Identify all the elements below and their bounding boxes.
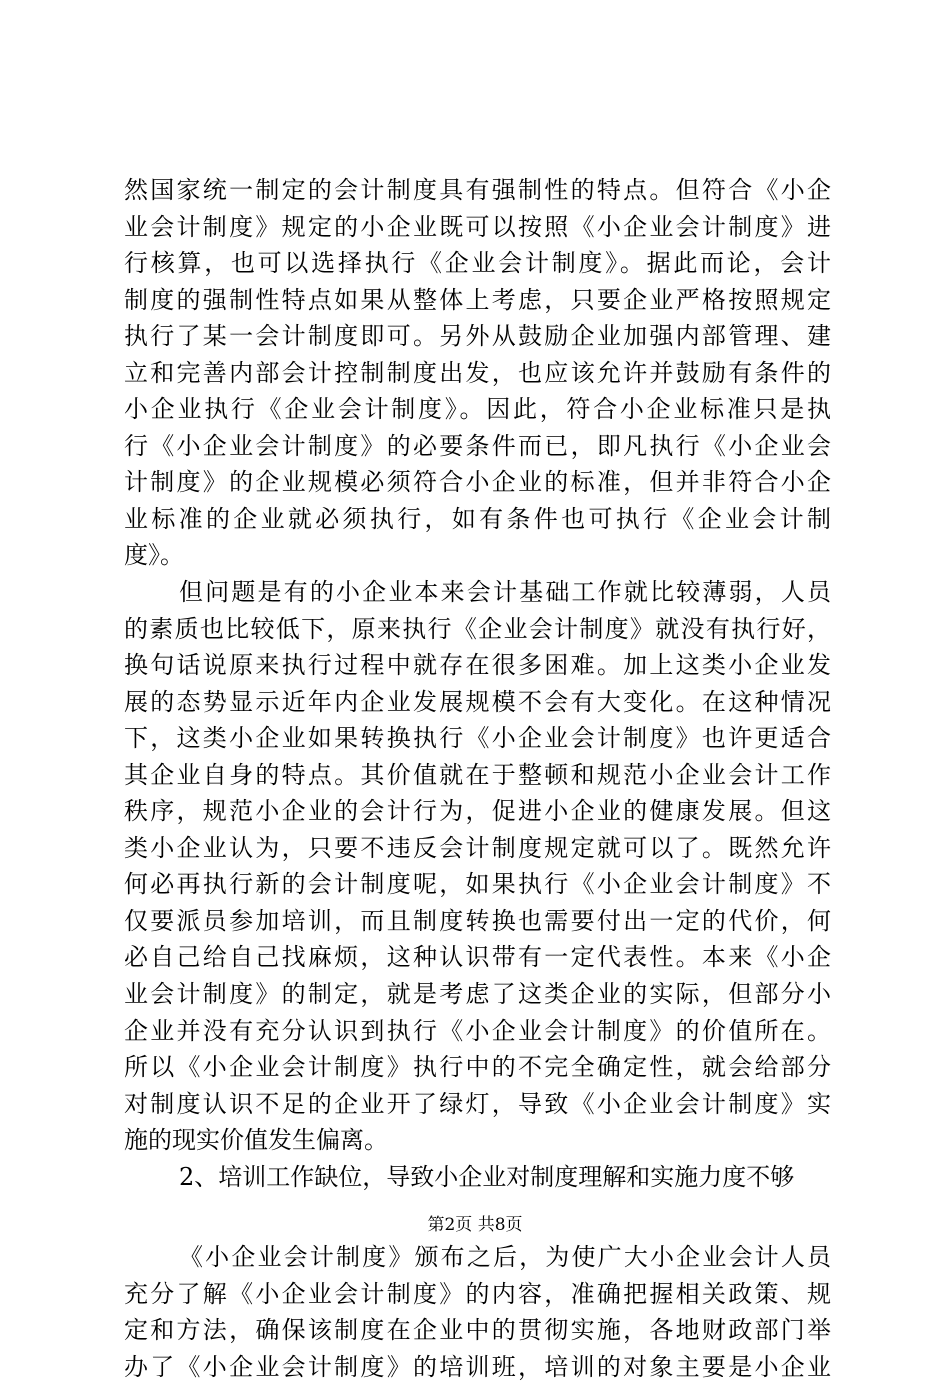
- text-line: 《小企业会计制度》颁布之后，为使广大小企业会计人员: [179, 1243, 831, 1272]
- section-heading: 2、培训工作缺位，导致小企业对制度理解和实施力度不够: [179, 1162, 795, 1191]
- paragraph-1: [124, 172, 831, 574]
- text-line: 制度的强制性特点如果从整体上考虑，只要企业严格按照规定: [124, 285, 831, 314]
- text-line: 度》。: [124, 541, 184, 570]
- text-line: 然国家统一制定的会计制度具有强制性的特点。但符合《小企: [124, 176, 831, 204]
- text-line: 施的现实价值发生偏离。: [124, 1126, 388, 1155]
- text-line: 业标准的企业就必须执行，如有条件也可执行《企业会计制: [124, 504, 831, 533]
- text-line: 行核算，也可以选择执行《企业会计制度》。据此而论，会计: [124, 249, 831, 278]
- text-line: 的素质也比较低下，原来执行《企业会计制度》就没有执行好，: [124, 614, 831, 643]
- text-line: 所以《小企业会计制度》执行中的不完全确定性，就会给部分: [124, 1053, 831, 1082]
- page-number-footer: 第2页 共8页: [427, 1215, 523, 1235]
- text-line: 小企业执行《企业会计制度》。因此，符合小企业标准只是执: [124, 395, 831, 424]
- text-line: 何必再执行新的会计制度呢，如果执行《小企业会计制度》不: [124, 870, 831, 899]
- text-line: 执行了某一会计制度即可。另外从鼓励企业加强内部管理、建: [124, 322, 831, 351]
- text-line: 必自己给自己找麻烦，这种认识带有一定代表性。本来《小企: [124, 943, 831, 972]
- text-line: 秩序，规范小企业的会计行为，促进小企业的健康发展。但这: [124, 797, 831, 826]
- text-line: 计制度》的企业规模必须符合小企业的标准，但并非符合小企: [124, 468, 831, 497]
- document-body: [124, 172, 831, 1386]
- text-line: 充分了解《小企业会计制度》的内容，准确把握相关政策、规: [124, 1279, 831, 1308]
- text-line: 下，这类小企业如果转换执行《小企业会计制度》也许更适合: [124, 724, 831, 753]
- text-line: 行《小企业会计制度》的必要条件而已，即凡执行《小企业会: [124, 431, 831, 460]
- text-line: 但问题是有的小企业本来会计基础工作就比较薄弱，人员: [179, 578, 831, 607]
- paragraph-3: [124, 1239, 831, 1385]
- text-line: 业会计制度》的制定，就是考虑了这类企业的实际，但部分小: [124, 980, 831, 1009]
- text-line: 办了《小企业会计制度》的培训班，培训的对象主要是小企业: [124, 1352, 831, 1381]
- paragraph-2: [124, 574, 831, 1159]
- text-line: 展的态势显示近年内企业发展规模不会有大变化。在这种情况: [124, 687, 831, 716]
- text-line: 换句话说原来执行过程中就存在很多困难。加上这类小企业发: [124, 651, 831, 680]
- text-line: 企业并没有充分认识到执行《小企业会计制度》的价值所在。: [124, 1016, 831, 1045]
- text-line: 对制度认识不足的企业开了绿灯，导致《小企业会计制度》实: [124, 1089, 831, 1118]
- text-line: 其企业自身的特点。其价值就在于整顿和规范小企业会计工作: [124, 760, 831, 789]
- text-line: 类小企业认为，只要不违反会计制度规定就可以了。既然允许: [124, 833, 831, 862]
- text-line: 仅要派员参加培训，而且制度转换也需要付出一定的代价，何: [124, 906, 831, 935]
- text-line: 立和完善内部会计控制制度出发，也应该允许并鼓励有条件的: [124, 358, 831, 387]
- text-line: 定和方法，确保该制度在企业中的贯彻实施，各地财政部门举: [124, 1316, 831, 1345]
- text-line: 业会计制度》规定的小企业既可以按照《小企业会计制度》进: [124, 212, 831, 241]
